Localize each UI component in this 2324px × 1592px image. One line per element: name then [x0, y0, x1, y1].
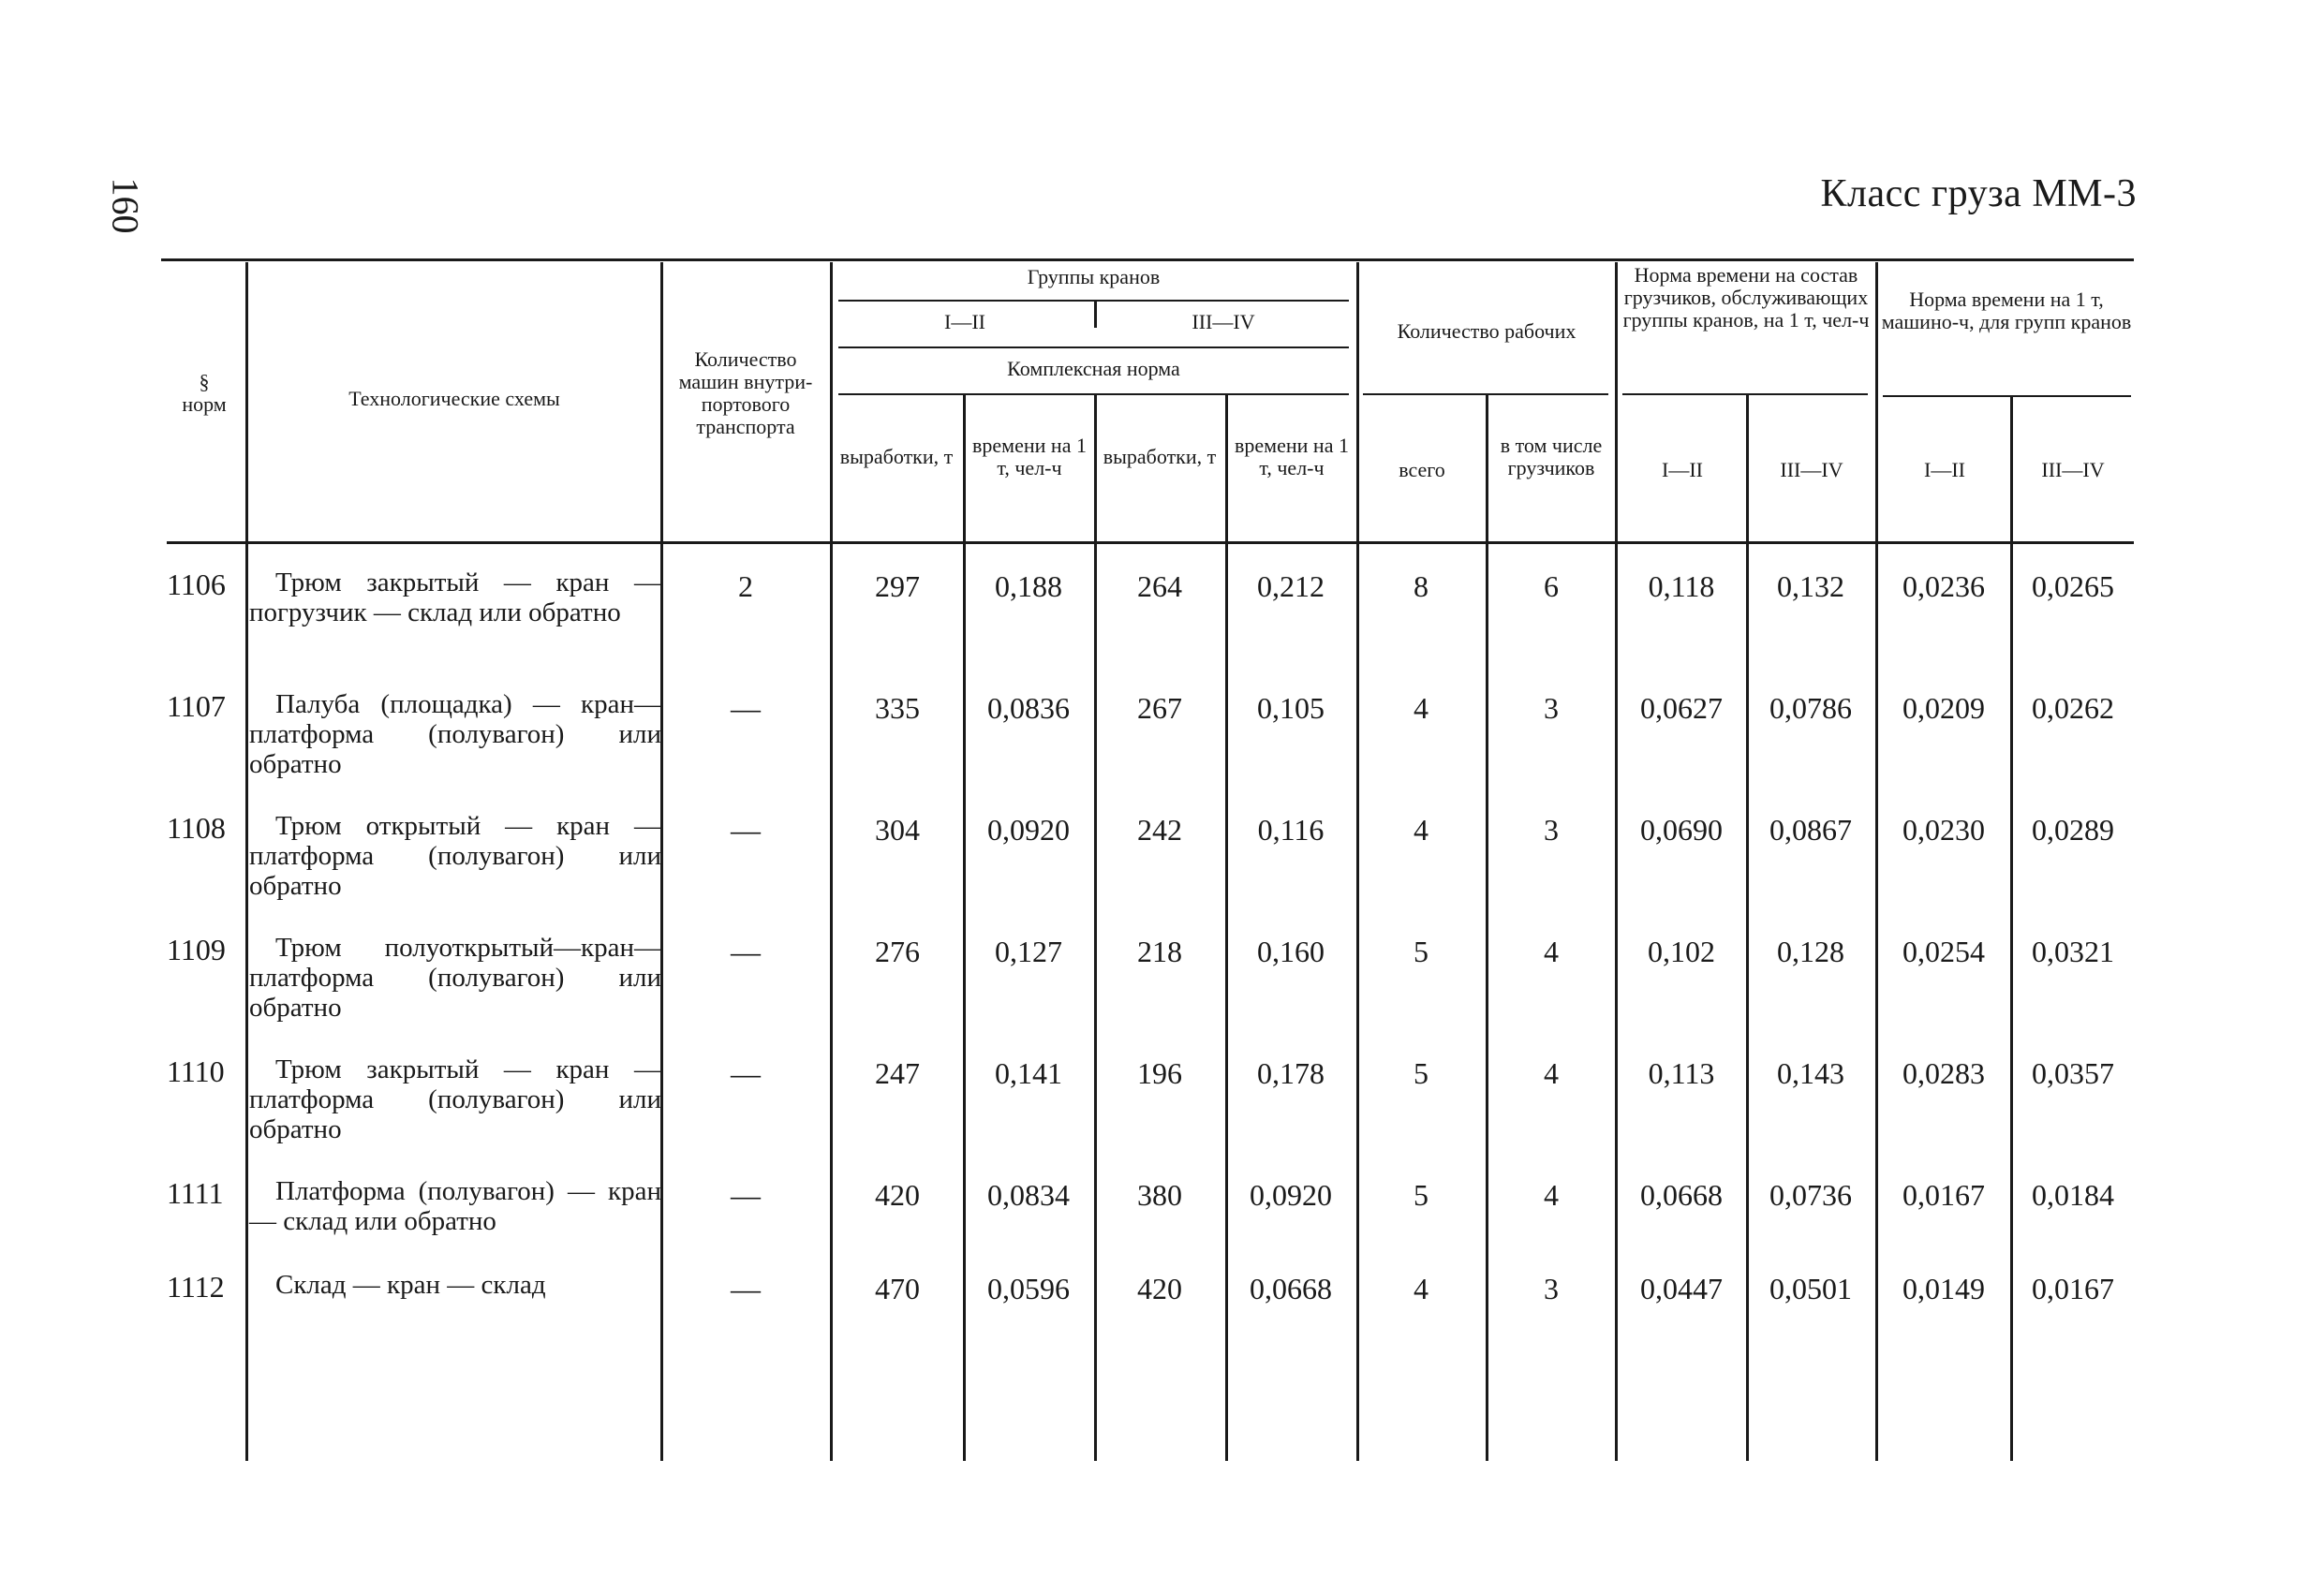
cell-nl34: 0,128: [1777, 935, 1844, 968]
col-divider: [1615, 262, 1618, 1461]
cell-wt: 4: [1414, 1272, 1428, 1305]
cell-nl12: 0,0690: [1640, 813, 1723, 847]
header-workers-total: всего: [1399, 458, 1445, 481]
cell-nm34: 0,0167: [2032, 1272, 2114, 1305]
cell-t34: 0,178: [1257, 1056, 1325, 1090]
header-output-34: выработки, т: [1103, 445, 1217, 468]
cell-wt: 5: [1414, 1056, 1428, 1090]
cell-o34: 420: [1137, 1272, 1182, 1305]
header-crane-groups: Группы кранов: [1027, 265, 1161, 288]
cell-nl34: 0,0786: [1769, 691, 1852, 725]
norm-number: 1109: [167, 933, 226, 966]
cell-nl12: 0,0447: [1640, 1272, 1723, 1305]
cell-o34: 218: [1137, 935, 1182, 968]
cell-o12: 304: [875, 813, 920, 847]
cell-machines: —: [731, 1272, 761, 1305]
header-rule: [1883, 395, 2131, 397]
header-workers: Количество рабочих: [1397, 319, 1576, 343]
cell-t12: 0,0920: [987, 813, 1070, 847]
header-rule: [1363, 393, 1608, 395]
cell-t34: 0,105: [1257, 691, 1325, 725]
cell-o34: 380: [1137, 1178, 1182, 1212]
cell-wt: 8: [1414, 569, 1428, 603]
cell-machines: —: [731, 691, 761, 725]
norm-number: 1112: [167, 1270, 225, 1304]
cell-wt: 5: [1414, 935, 1428, 968]
cell-nl12: 0,0668: [1640, 1178, 1723, 1212]
col-divider: [1875, 262, 1878, 1461]
cell-wl: 4: [1544, 935, 1559, 968]
page-title: Класс груза ММ-3: [1820, 172, 2137, 215]
cell-machines: —: [731, 1178, 761, 1212]
norm-number: 1108: [167, 811, 226, 845]
header-machines: Количество машин внутри-портового транспорта: [678, 347, 813, 438]
norm-number: 1110: [167, 1054, 225, 1088]
col-divider: [1094, 300, 1097, 328]
cell-o34: 242: [1137, 813, 1182, 847]
header-rule: [838, 300, 1349, 302]
cell-wl: 3: [1544, 813, 1559, 847]
page-number: 160: [104, 177, 147, 234]
header-norm-machine-34: III—IV: [2041, 458, 2105, 481]
cell-wt: 4: [1414, 813, 1428, 847]
norm-number: 1111: [167, 1176, 224, 1210]
technological-scheme: Трюм открытый — кран — платформа (полувагон) или обратно: [249, 811, 661, 901]
header-output-12: выработки, т: [839, 445, 954, 468]
technological-scheme: Склад — кран — склад: [275, 1270, 546, 1300]
cell-wl: 4: [1544, 1178, 1559, 1212]
cell-t12: 0,0596: [987, 1272, 1070, 1305]
cell-nm12: 0,0167: [1902, 1178, 1985, 1212]
cell-nm34: 0,0184: [2032, 1178, 2114, 1212]
cell-nm12: 0,0236: [1902, 569, 1985, 603]
col-divider: [1486, 395, 1488, 1461]
cell-t12: 0,188: [995, 569, 1062, 603]
technological-scheme: Трюм закрытый — кран — платформа (полувагон) или обратно: [249, 1054, 661, 1144]
cell-t34: 0,116: [1257, 813, 1325, 847]
cell-o12: 420: [875, 1178, 920, 1212]
cell-nm12: 0,0283: [1902, 1056, 1985, 1090]
cell-t34: 0,160: [1257, 935, 1325, 968]
cell-o12: 470: [875, 1272, 920, 1305]
cell-nl34: 0,0501: [1769, 1272, 1852, 1305]
header-time-12: времени на 1 т, чел-ч: [972, 434, 1087, 479]
cell-nm12: 0,0149: [1902, 1272, 1985, 1305]
header-group-12: I—II: [944, 310, 985, 333]
header-norm-machine: Норма времени на 1 т, машино-ч, для групп кранов: [1881, 287, 2132, 333]
cell-o34: 196: [1137, 1056, 1182, 1090]
cell-t12: 0,0836: [987, 691, 1070, 725]
cell-nm34: 0,0265: [2032, 569, 2114, 603]
header-schemes: Технологические схемы: [348, 387, 560, 410]
header-rule: [838, 393, 1349, 395]
cell-t12: 0,0834: [987, 1178, 1070, 1212]
cell-nm12: 0,0209: [1902, 691, 1985, 725]
cell-nm12: 0,0254: [1902, 935, 1985, 968]
cell-wl: 6: [1544, 569, 1559, 603]
table-header-bottom-rule: [167, 541, 2134, 544]
cell-nl12: 0,0627: [1640, 691, 1723, 725]
norm-number: 1107: [167, 689, 226, 723]
cell-nm12: 0,0230: [1902, 813, 1985, 847]
cell-wt: 5: [1414, 1178, 1428, 1212]
header-workers-loaders: в том числе грузчиков: [1500, 434, 1603, 479]
header-norm-loaders-34: III—IV: [1780, 458, 1843, 481]
cell-t34: 0,0920: [1250, 1178, 1332, 1212]
col-divider: [830, 262, 833, 1461]
cell-wt: 4: [1414, 691, 1428, 725]
cell-wl: 4: [1544, 1056, 1559, 1090]
header-rule: [1622, 393, 1868, 395]
cell-nm34: 0,0262: [2032, 691, 2114, 725]
header-norm: § норм: [182, 370, 227, 416]
cell-machines: —: [731, 813, 761, 847]
table-top-rule: [161, 258, 2134, 261]
cell-o34: 267: [1137, 691, 1182, 725]
cell-o12: 335: [875, 691, 920, 725]
cell-nl34: 0,132: [1777, 569, 1844, 603]
col-divider: [245, 262, 248, 1461]
technological-scheme: Трюм закрытый — кран — погрузчик — склад или обратно: [249, 568, 661, 627]
cell-nl12: 0,113: [1648, 1056, 1715, 1090]
header-norm-loaders-12: I—II: [1662, 458, 1703, 481]
cell-nm34: 0,0289: [2032, 813, 2114, 847]
technological-scheme: Трюм полуоткрытый—кран— платформа (полувагон) или обратно: [249, 933, 661, 1023]
cell-nm34: 0,0357: [2032, 1056, 2114, 1090]
cell-machines: —: [731, 1056, 761, 1090]
header-norm-loaders: Норма времени на состав грузчиков, обслуживающих группы кранов, на 1 т, чел-ч: [1622, 263, 1870, 332]
header-time-34: времени на 1 т, чел-ч: [1235, 434, 1349, 479]
cell-nl34: 0,0736: [1769, 1178, 1852, 1212]
header-group-34: III—IV: [1192, 310, 1255, 333]
cell-nm34: 0,0321: [2032, 935, 2114, 968]
norm-number: 1106: [167, 568, 226, 601]
cell-nl12: 0,102: [1648, 935, 1715, 968]
cell-wl: 3: [1544, 1272, 1559, 1305]
cell-nl12: 0,118: [1648, 569, 1715, 603]
cell-machines: 2: [738, 569, 753, 603]
header-complex-norm: Комплексная норма: [1007, 357, 1180, 380]
cell-o12: 247: [875, 1056, 920, 1090]
technological-scheme: Платформа (полувагон) — кран — склад или обратно: [249, 1176, 661, 1236]
cell-o34: 264: [1137, 569, 1182, 603]
cell-o12: 297: [875, 569, 920, 603]
cell-wl: 3: [1544, 691, 1559, 725]
cell-t34: 0,212: [1257, 569, 1325, 603]
header-rule: [838, 346, 1349, 348]
cell-machines: —: [731, 935, 761, 968]
cell-nl34: 0,143: [1777, 1056, 1844, 1090]
header-norm-machine-12: I—II: [1924, 458, 1965, 481]
cell-t12: 0,141: [995, 1056, 1062, 1090]
cell-t34: 0,0668: [1250, 1272, 1332, 1305]
cell-o12: 276: [875, 935, 920, 968]
cell-nl34: 0,0867: [1769, 813, 1852, 847]
technological-scheme: Палуба (площадка) — кран— платформа (полувагон) или обратно: [249, 689, 661, 779]
cell-t12: 0,127: [995, 935, 1062, 968]
